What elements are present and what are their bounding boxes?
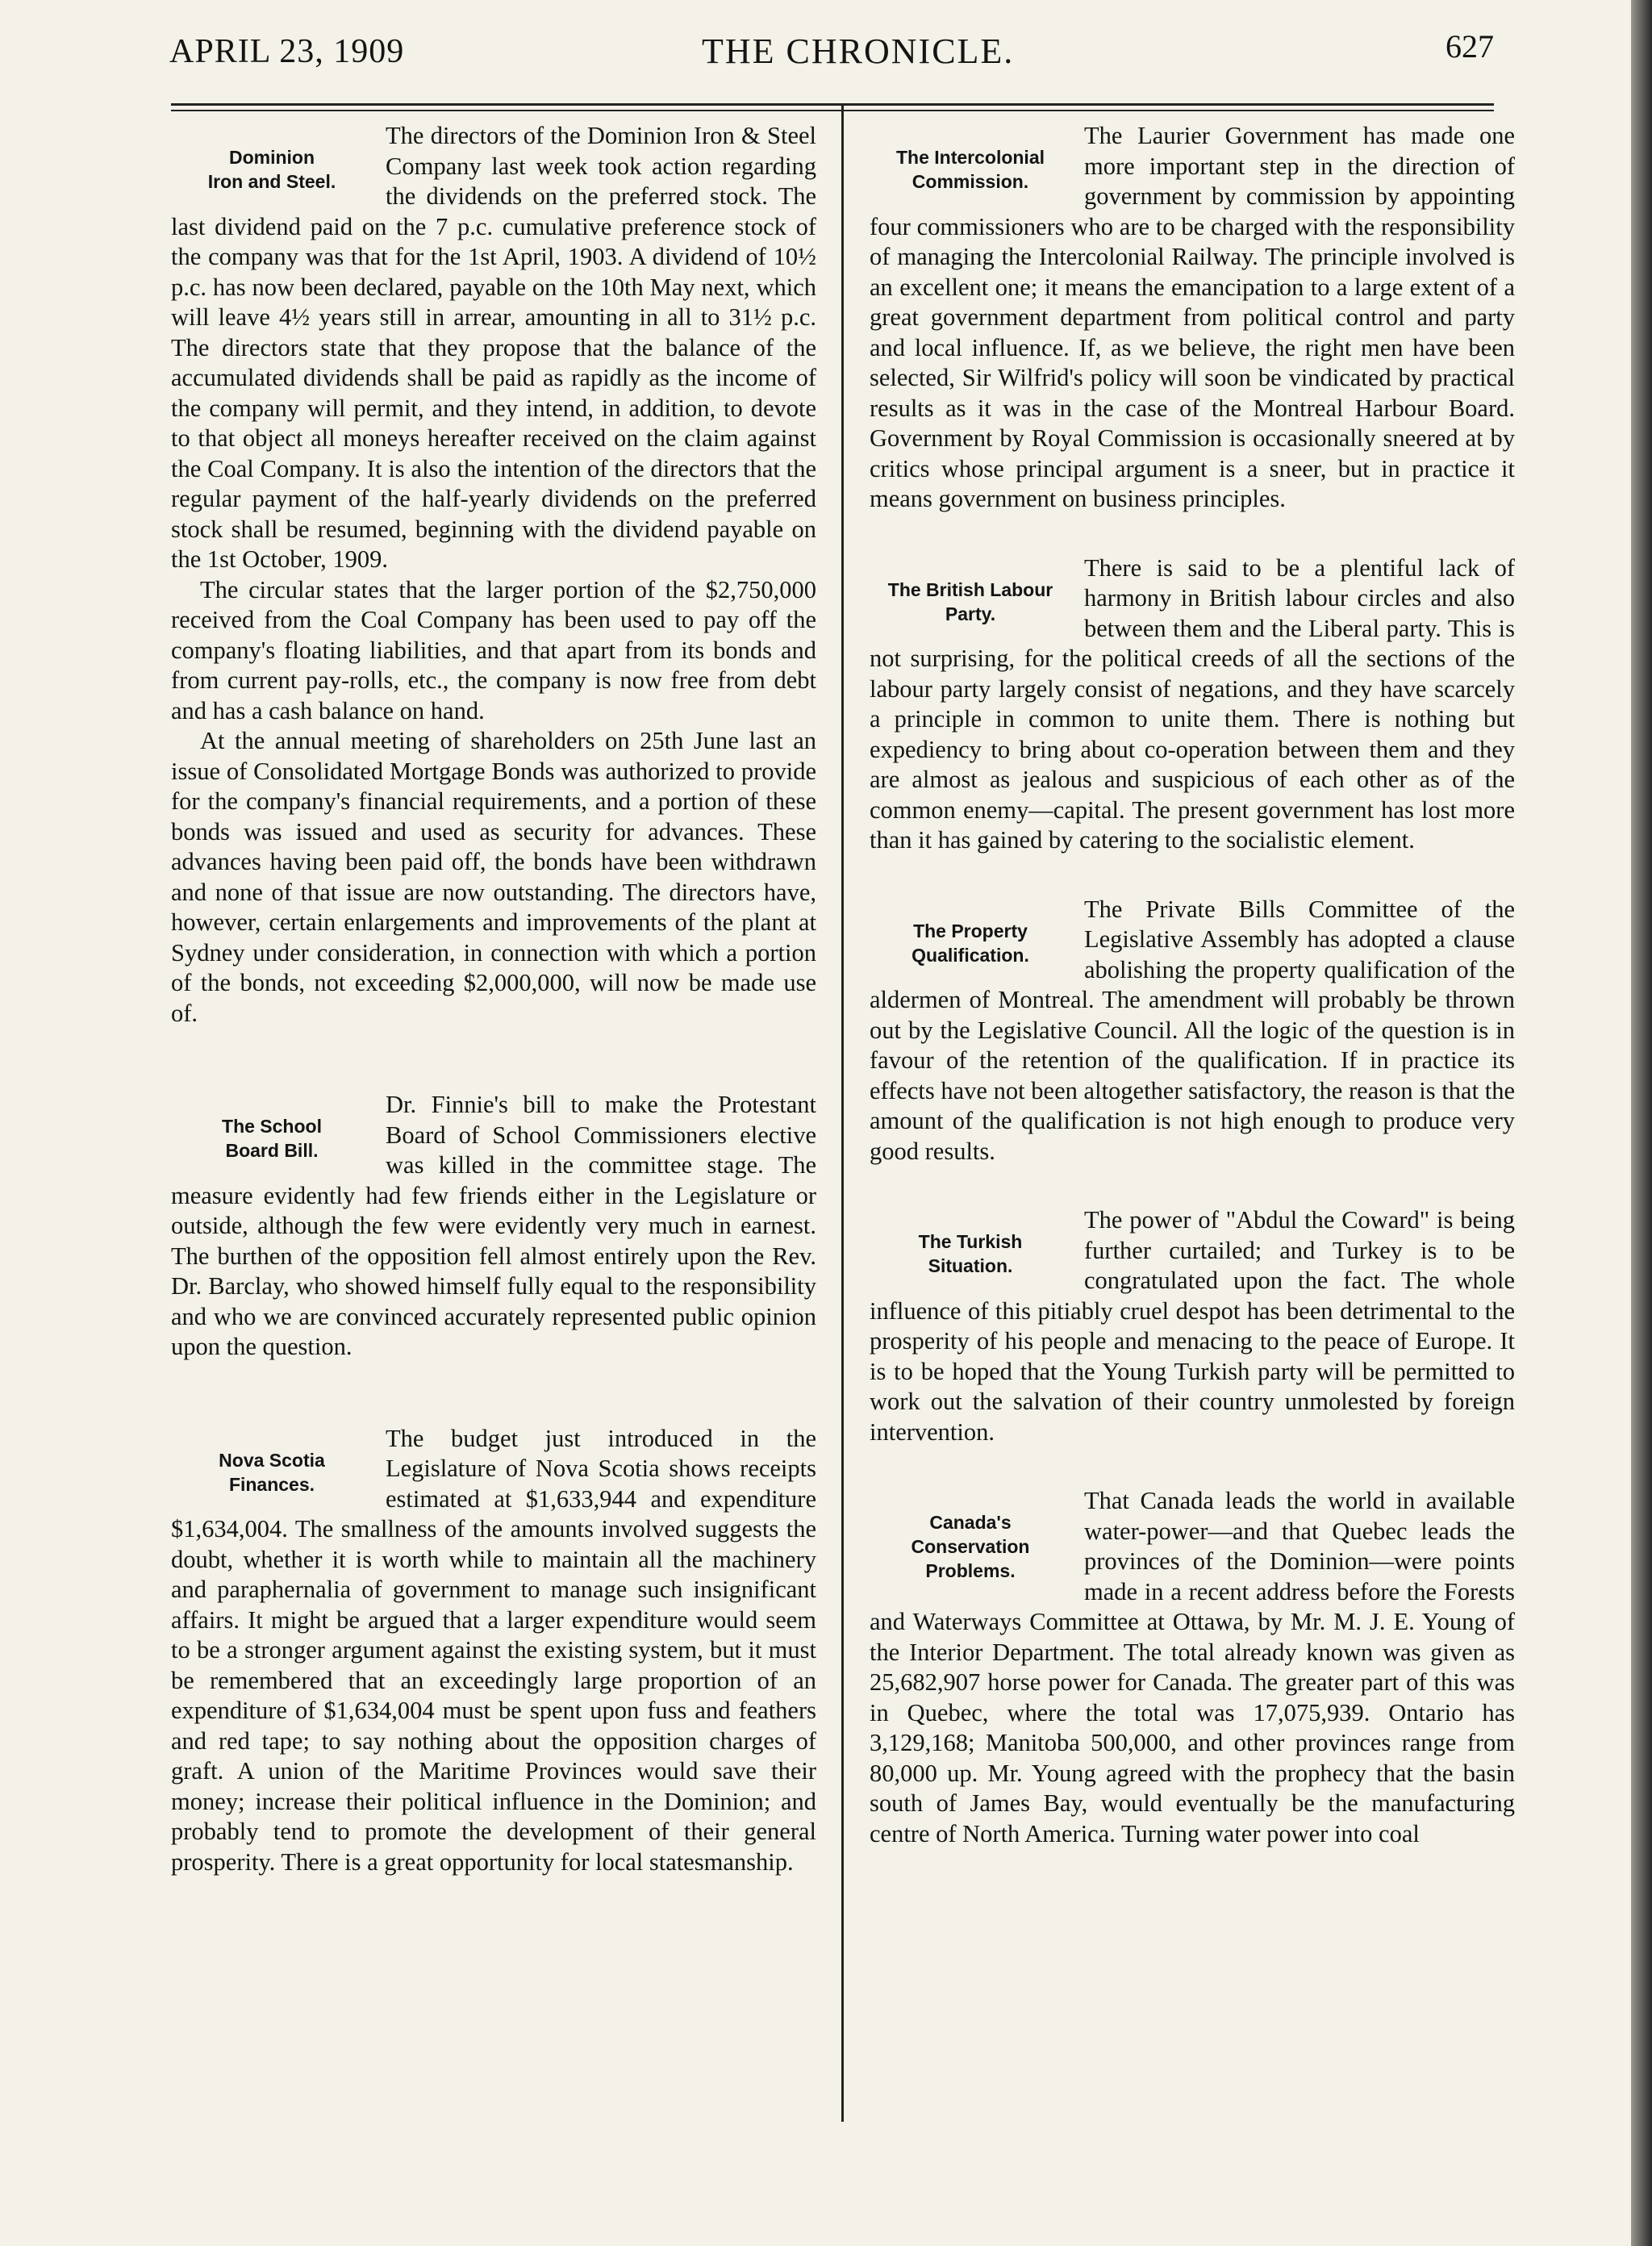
paragraph: The directors of the Dominion Iron & Steel Company last week took action regarding the dividends on the preferred stock. The last dividend paid on the 7 p.c. cumulative preference stock of the company was that for the 1st April, 1903. A dividend of 10½ p.c. has now been declared, payable on the 10th May next, which will leave 4½ years still in arrear, amounting in all to 31½ p.c. The directors state that they propose that the balance of the accumulated dividends shall be paid as rapidly as the income of the company will permit, and they intend, in addition, to devote to that object all moneys hereafter received on the claim against the Coal Company. It is also the intention of the directors that the regular payment of the half-yearly dividends on the preferred stock shall be resumed, beginning with the dividend payable on the 1st October, 1909. (171, 122, 816, 573)
paragraph: Dr. Finnie's bill to make the Protestant Board of School Commissioners elective was killed in the committee stage. The measure evidently had few friends either in the Legislature or outside, although the few were evidently very much in earnest. The burthen of the opposition fell almost entirely upon the Rev. Dr. Barclay, who showed himself fully equal to the responsibility and who we are convinced accurately represented public opinion upon the question. (171, 1091, 816, 1360)
header-rule-secondary (171, 110, 1494, 111)
header-rule (171, 103, 1494, 106)
paragraph: There is said to be a plentiful lack of harmony in British labour circles and also between them and the Liberal party. This is not surprising, for the political creeds of all the sections of the labour party largely consist of negations, and they have scarcely a principle in common to unite them. There is nothing but expediency to bring about co-operation between them and they are almost as jealous and suspicious of each other as of the common enemy—capital. The present government has lost more than it has gained by catering to the socialistic element. (870, 553, 1515, 854)
page-header (169, 24, 1494, 81)
article-canada-conservation (870, 1486, 1515, 1849)
article-turkish-situation (870, 1205, 1515, 1447)
article-intercolonial-commission (870, 121, 1515, 515)
side-heading: Canada's Conservation Problems. (911, 1512, 1030, 1581)
side-heading: The Property Qualification. (912, 920, 1029, 966)
article-british-labour-party (870, 553, 1515, 856)
article-property-qualification (870, 895, 1515, 1167)
left-column (171, 121, 816, 1877)
side-heading: The Intercolonial Commission. (895, 147, 1045, 192)
paragraph: The Laurier Government has made one more important step in the direction of government by commission by appointing four commissioners who are to be charged with the responsibility of managing the Intercolonial Railway. The principle involved is an excellent one; it means the emancipation to a large extent of a great government department from political control and party and local influence. If, as we believe, the right men have been selected, Sir Wilfrid's policy will soon be vindicated by practical results as it was in the case of the Montreal Harbour Board. Government by Royal Commission is occasionally sneered at by critics whose principal argument is a sneer, but in practice it means government on business principles. (870, 122, 1515, 512)
column-divider (841, 105, 844, 2122)
paragraph: The power of "Abdul the Coward" is being further curtailed; and Turkey is to be congratulated upon the fact. The whole influence of this pitiably cruel despot has been detrimental to the prosperity of his people and menacing to the peace of Europe. It is to be hoped that the Young Turkish party will be permitted to work out the salvation of their country unmolested by foreign intervention. (870, 1206, 1515, 1446)
side-heading: The British Labour Party. (887, 578, 1053, 624)
side-heading: The School Board Bill. (222, 1116, 322, 1161)
right-column (870, 121, 1515, 1849)
article-dominion-iron-steel (171, 121, 816, 1029)
paragraph: The Private Bills Committee of the Legislative Assembly has adopted a clause abolishing the property qualification of the aldermen of Montreal. The amendment will probably be thrown out by the Legislative Council. All the logic of the question is in favour of the retention of the qualification. If in practice its effects have not been altogether satisfactory, the reason is that the amount of the qualification is not high enough to produce very good results. (870, 895, 1515, 1165)
side-heading: Nova Scotia Finances. (219, 1449, 325, 1495)
paragraph: That Canada leads the world in available water-power—and that Quebec leads the provinces of the Dominion—were points made in a recent address before the Forests and Waterways Committee at Ottawa, by Mr. M. J. E. Young of the Interior Department. The total already known was given as 25,682,907 horse power for Canada. The greater part of this was in Quebec, where the total was 17,075,939. Ontario has 3,129,168; Manitoba 500,000, and other provinces range from 80,000 up. Mr. Young agreed with the prophecy that the basin south of James Bay, would eventually be the manufacturing centre of North America. Turning water power into coal (870, 1487, 1515, 1847)
spacer (870, 856, 1515, 895)
issue-date: APRIL 23, 1909 (169, 33, 405, 70)
paragraph: The circular states that the larger portion of the $2,750,000 received from the Coal Company has been used to pay off the company's floating liabilities, and that apart from its bonds and from current pay-rolls, etc., the company is now free from debt and has a cash balance on hand. (171, 575, 816, 724)
page-number: 627 (1446, 28, 1494, 65)
paragraph: The budget just introduced in the Legislature of Nova Scotia shows receipts estimated at $1,633,944 and expenditure $1,634,004. The smallness of the amounts involved suggests the doubt, whether it is worth while to maintain all the machinery and paraphernalia of government to manage such insignificant affairs. It might be argued that a larger expenditure would seem to be a stronger argument against the existing system, but it must be remembered that an exceedingly large proportion of an expenditure of $1,634,004 must be spent upon fuss and feathers and red tape; to say nothing about the opposition charges of graft. A union of the Maritime Provinces would save their money; increase their political influence in the Dominion; and probably tend to promote the development of their general prosperity. There is a great opportunity for local statesmanship. (171, 1424, 816, 1876)
journal-title: THE CHRONICLE. (702, 31, 1015, 71)
article-nova-scotia-finances (171, 1424, 816, 1878)
spacer (870, 515, 1515, 553)
spacer (171, 1029, 816, 1090)
side-heading: The Turkish Situation. (918, 1231, 1023, 1276)
article-school-board-bill (171, 1090, 816, 1363)
scan-edge-shadow (1631, 0, 1652, 2246)
side-heading: Dominion Iron and Steel. (207, 147, 336, 192)
spacer (870, 1167, 1515, 1205)
spacer (171, 1363, 816, 1424)
spacer (870, 1447, 1515, 1486)
paragraph: At the annual meeting of shareholders on 25th June last an issue of Consolidated Mortgage Bonds was authorized to provide for the company's financial requirements, and a portion of these bonds was issued and used as security for advances. These advances having been paid off, the bonds have been withdrawn and none of that issue are now outstanding. The directors have, however, certain enlargements and improvements of the plant at Sydney under consideration, in connection with which a portion of the bonds, not exceeding $2,000,000, will now be made use of. (171, 727, 816, 1027)
